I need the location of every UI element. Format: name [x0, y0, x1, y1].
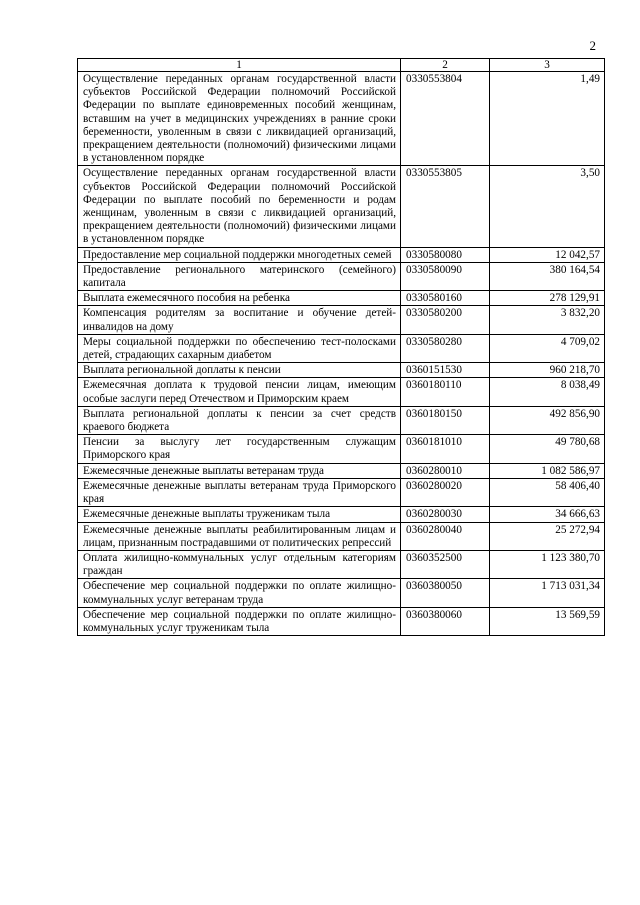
column-header-2: 2 [401, 59, 490, 72]
expense-name-cell: Ежемесячные денежные выплаты реабилитированным лицам и лицам, признанным пострадавшими от политических репрессий [78, 522, 401, 550]
budget-code-cell: 0360180150 [401, 406, 490, 434]
table-row [78, 306, 605, 334]
table-row [78, 406, 605, 434]
table-row [78, 478, 605, 506]
amount-cell: 278 129,91 [490, 291, 605, 306]
table-header [78, 59, 605, 72]
table-row [78, 522, 605, 550]
amount-cell: 8 038,49 [490, 378, 605, 406]
table-row [78, 166, 605, 247]
table-row [78, 550, 605, 578]
expense-name-cell: Ежемесячные денежные выплаты труженикам тыла [78, 507, 401, 522]
table-row [78, 72, 605, 166]
amount-cell: 1,49 [490, 72, 605, 166]
amount-cell: 3 832,20 [490, 306, 605, 334]
expense-name-cell: Осуществление переданных органам государственной власти субъектов Российской Федерации полномочий Российской Федерации по выплате единовременных пособий женщинам, вставшим на учет в медицинских учреждениях в ранние сроки беременности, уволенным в связи с ликвидацией организаций, прекращением деятельности (полномочий) физическими лицами в установленном порядке [78, 72, 401, 166]
table-row [78, 291, 605, 306]
amount-cell: 34 666,63 [490, 507, 605, 522]
expense-name-cell: Выплата региональной доплаты к пенсии [78, 363, 401, 378]
budget-code-cell: 0360151530 [401, 363, 490, 378]
table-body [78, 72, 605, 636]
header-row [78, 59, 605, 72]
amount-cell: 1 713 031,34 [490, 579, 605, 607]
amount-cell: 492 856,90 [490, 406, 605, 434]
amount-cell: 13 569,59 [490, 607, 605, 635]
amount-cell: 25 272,94 [490, 522, 605, 550]
table-row [78, 463, 605, 478]
budget-code-cell: 0360280020 [401, 478, 490, 506]
table-row [78, 507, 605, 522]
page-number: 2 [589, 38, 596, 53]
amount-cell: 4 709,02 [490, 334, 605, 362]
amount-cell: 1 123 380,70 [490, 550, 605, 578]
expense-name-cell: Предоставление мер социальной поддержки многодетных семей [78, 247, 401, 262]
budget-code-cell: 0360380060 [401, 607, 490, 635]
budget-code-cell: 0360181010 [401, 435, 490, 463]
expense-name-cell: Ежемесячная доплата к трудовой пенсии лицам, имеющим особые заслуги перед Отечеством и Приморским краем [78, 378, 401, 406]
expense-name-cell: Предоставление регионального материнского (семейного) капитала [78, 262, 401, 290]
amount-cell: 380 164,54 [490, 262, 605, 290]
column-header-3: 3 [490, 59, 605, 72]
budget-code-cell: 0360280040 [401, 522, 490, 550]
amount-cell: 1 082 586,97 [490, 463, 605, 478]
budget-code-cell: 0330580080 [401, 247, 490, 262]
expense-name-cell: Выплата ежемесячного пособия на ребенка [78, 291, 401, 306]
expense-name-cell: Осуществление переданных органам государственной власти субъектов Российской Федерации полномочий Российской Федерации по выплате пособий по беременности и родам женщинам, уволенным в связи с ликвидацией организаций, прекращением деятельности (полномочий) физическими лицами в установленном порядке [78, 166, 401, 247]
budget-code-cell: 0330580160 [401, 291, 490, 306]
expense-name-cell: Компенсация родителям за воспитание и обучение детей-инвалидов на дому [78, 306, 401, 334]
amount-cell: 3,50 [490, 166, 605, 247]
budget-code-cell: 0330580280 [401, 334, 490, 362]
budget-code-cell: 0360380050 [401, 579, 490, 607]
table-row [78, 363, 605, 378]
table-row [78, 607, 605, 635]
table-row [78, 435, 605, 463]
expense-name-cell: Ежемесячные денежные выплаты ветеранам труда Приморского края [78, 478, 401, 506]
table-row [78, 579, 605, 607]
column-header-1: 1 [78, 59, 401, 72]
expense-name-cell: Обеспечение мер социальной поддержки по оплате жилищно-коммунальных услуг труженикам тыла [78, 607, 401, 635]
budget-code-cell: 0360280030 [401, 507, 490, 522]
amount-cell: 58 406,40 [490, 478, 605, 506]
budget-code-cell: 0360352500 [401, 550, 490, 578]
amount-cell: 49 780,68 [490, 435, 605, 463]
budget-code-cell: 0330553804 [401, 72, 490, 166]
budget-code-cell: 0330580090 [401, 262, 490, 290]
expense-name-cell: Меры социальной поддержки по обеспечению тест-полосками детей, страдающих сахарным диабетом [78, 334, 401, 362]
expense-name-cell: Обеспечение мер социальной поддержки по оплате жилищно-коммунальных услуг ветеранам труда [78, 579, 401, 607]
budget-table [77, 58, 605, 636]
budget-code-cell: 0330580200 [401, 306, 490, 334]
budget-code-cell: 0360180110 [401, 378, 490, 406]
expense-name-cell: Ежемесячные денежные выплаты ветеранам труда [78, 463, 401, 478]
table-row [78, 262, 605, 290]
expense-name-cell: Пенсии за выслугу лет государственным служащим Приморского края [78, 435, 401, 463]
expense-name-cell: Оплата жилищно-коммунальных услуг отдельным категориям граждан [78, 550, 401, 578]
expense-name-cell: Выплата региональной доплаты к пенсии за счет средств краевого бюджета [78, 406, 401, 434]
table-row [78, 334, 605, 362]
budget-code-cell: 0330553805 [401, 166, 490, 247]
table-row [78, 378, 605, 406]
amount-cell: 960 218,70 [490, 363, 605, 378]
budget-code-cell: 0360280010 [401, 463, 490, 478]
amount-cell: 12 042,57 [490, 247, 605, 262]
table-row [78, 247, 605, 262]
